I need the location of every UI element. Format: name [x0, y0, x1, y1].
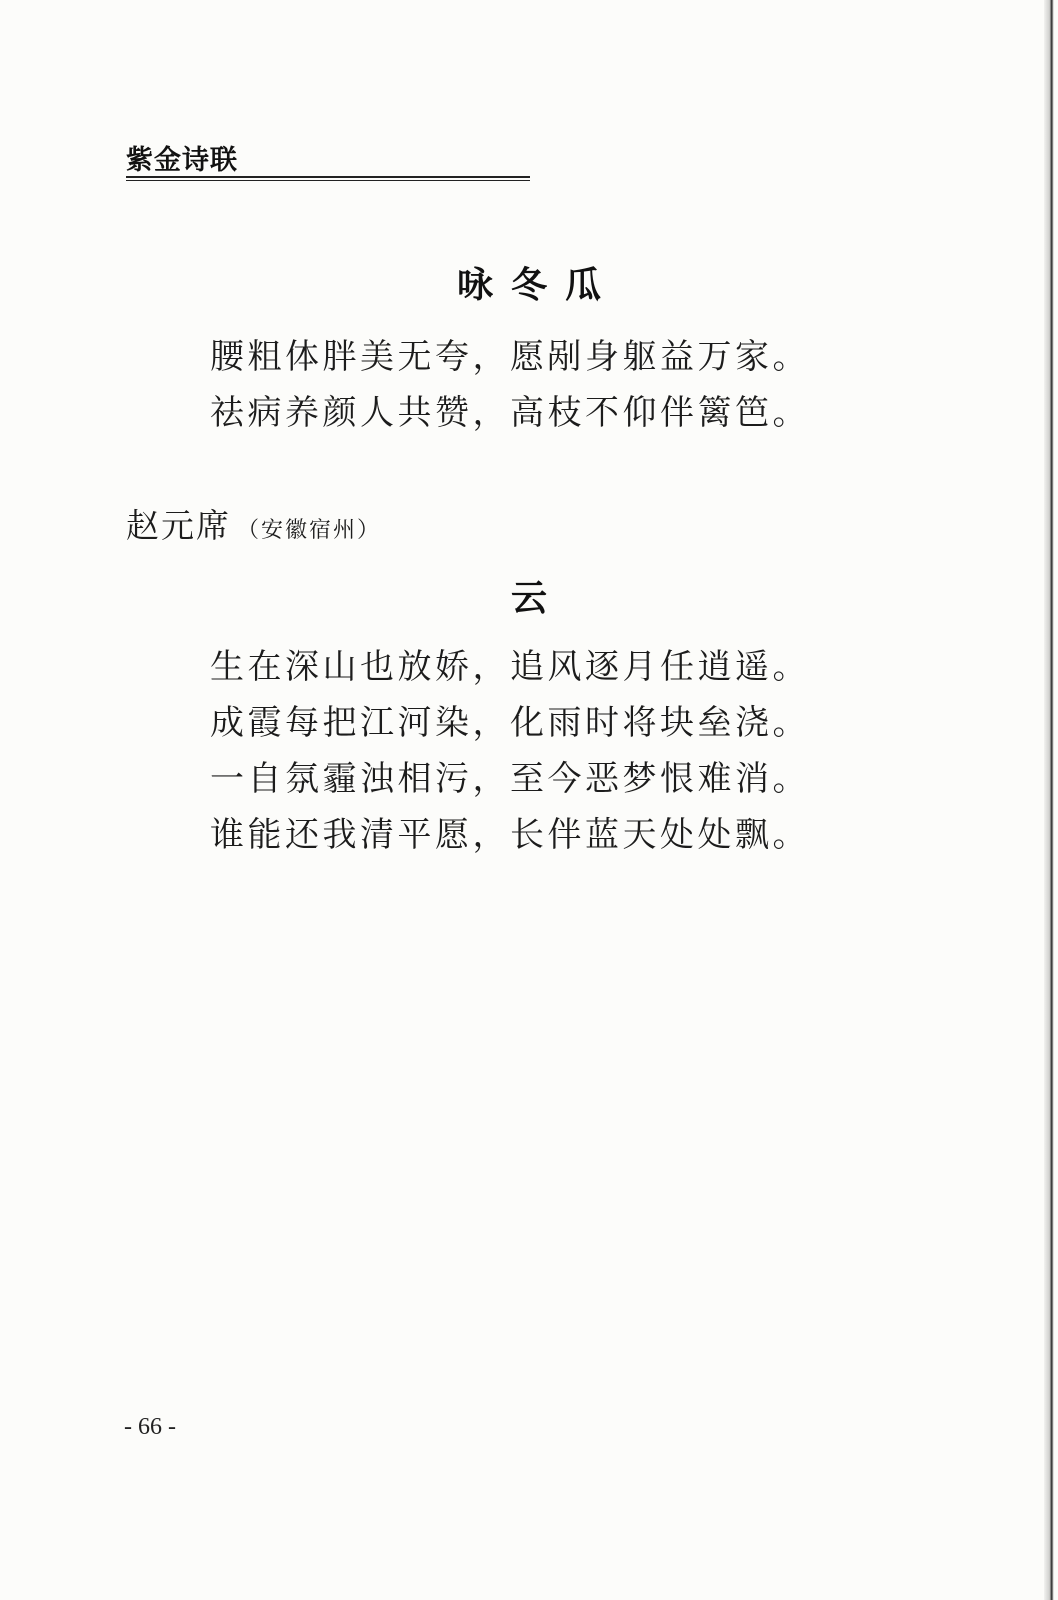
author-byline — [126, 500, 381, 547]
poem-verse-winter-melon — [210, 329, 810, 441]
author-name: 赵元席 — [126, 506, 231, 545]
verse-line: 谁能还我清平愿，长伴蓝天处处飘。 — [210, 815, 810, 855]
verse-line: 成霞每把江河染，化雨时将块垒浇。 — [210, 703, 810, 743]
header-rule — [126, 176, 530, 181]
verse-line: 生在深山也放娇，追风逐月任逍遥。 — [210, 647, 810, 687]
verse-line: 一自氛霾浊相污，至今恶梦恨难消。 — [210, 759, 810, 799]
running-head-title: 紫金诗联 — [126, 145, 238, 176]
poem-title-cloud: 云 — [510, 578, 547, 619]
verse-line: 祛病养颜人共赞，高枝不仰伴篱笆。 — [210, 393, 810, 433]
poem-title-winter-melon: 咏冬瓜 — [456, 265, 619, 306]
page-number: - 66 - — [124, 1414, 176, 1440]
poem-verse-cloud — [210, 639, 810, 863]
page-edge-shadow — [1044, 0, 1058, 1600]
verse-line: 腰粗体胖美无夸，愿剐身躯益万家。 — [210, 337, 810, 377]
author-place: （安徽宿州） — [237, 518, 382, 543]
